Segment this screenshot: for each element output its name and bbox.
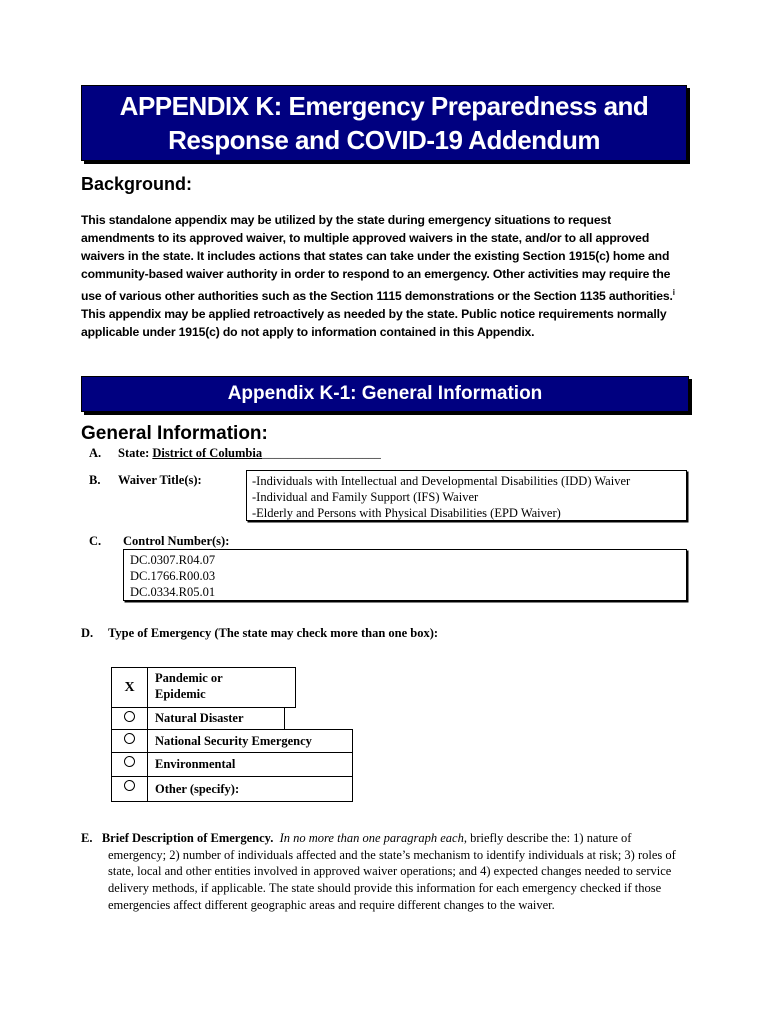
natural-disaster-radio[interactable] [111, 707, 148, 730]
environmental-label: Environmental [147, 752, 353, 777]
pandemic-label-line2: Epidemic [155, 687, 206, 701]
item-c-letter: C. [89, 534, 102, 548]
background-paragraph [81, 212, 681, 341]
title-line-1: APPENDIX K: Emergency Preparedness and [119, 91, 649, 121]
control-number-2: DC.1766.R00.03 [130, 569, 216, 583]
radio-circle-icon [124, 780, 135, 791]
description-text: , briefly describe the: 1) nature of emergency; 2) number of individuals affected and the state’s mechanism to identify individuals at risk; 3) roles of state, local and other entities involved in approved waiver operations; and 4) expected changes needed to service delivery methods, if applicable. The state should provide this information for each emergency checked if those emergencies affect different geographic areas and require different changes to the waiver. [108, 831, 676, 912]
waiver-title-label: Waiver Title(s): [118, 473, 202, 487]
environmental-radio[interactable] [111, 752, 148, 777]
control-number-1: DC.0307.R04.07 [130, 553, 216, 567]
other-specify-label: Other (specify): [147, 776, 353, 802]
background-text-part1: This standalone appendix may be utilized by the state during emergency situations to request amendments to its approved waiver, to multiple approved waivers in the state, and/or to all approved waivers in the state. It includes actions that states can take under the existing Section 1915(c) home and community-based waiver authority in order to respond to an emergency. Other activities may require the use of various other authorities such as the Section 1115 demonstrations or the Section 1135 authorities. [81, 213, 673, 303]
footnote-mark: i [672, 287, 675, 297]
general-information-heading: General Information: [81, 423, 268, 444]
control-numbers-box [123, 549, 687, 601]
k1-banner-title: Appendix K-1: General Information [227, 383, 543, 404]
item-d-letter: D. [81, 626, 94, 640]
radio-circle-icon [124, 733, 135, 744]
other-radio[interactable] [111, 776, 148, 802]
emergency-description-section [81, 830, 691, 914]
radio-circle-icon [124, 711, 135, 722]
item-b-letter: B. [89, 473, 101, 487]
national-security-radio[interactable] [111, 729, 148, 753]
description-italic: In no more than one paragraph each [279, 831, 464, 845]
state-field [118, 446, 381, 461]
control-number-3: DC.0334.R05.01 [130, 585, 216, 599]
pandemic-option [147, 667, 296, 708]
natural-disaster-label: Natural Disaster [147, 707, 285, 730]
description-heading: Brief Description of Emergency. [101, 831, 274, 845]
item-e-letter: E. [81, 831, 93, 845]
waiver-title-3: -Elderly and Persons with Physical Disabilities (EPD Waiver) [252, 506, 561, 520]
state-value: District of Columbia [152, 446, 263, 460]
appendix-title-banner [81, 85, 687, 161]
waiver-title-2: -Individual and Family Support (IFS) Waiver [252, 490, 479, 504]
pandemic-checkbox[interactable]: X [111, 667, 148, 708]
state-label: State: [118, 446, 150, 460]
national-security-label: National Security Emergency [147, 729, 353, 753]
title-line-2: Response and COVID-19 Addendum [168, 125, 600, 155]
control-number-label: Control Number(s): [123, 534, 230, 548]
pandemic-label-line1: Pandemic or [155, 671, 223, 685]
radio-circle-icon [124, 756, 135, 767]
emergency-type-label: Type of Emergency (The state may check more than one box): [108, 626, 439, 640]
waiver-title-1: -Individuals with Intellectual and Developmental Disabilities (IDD) Waiver [252, 474, 631, 488]
k1-section-banner [81, 376, 689, 412]
item-a-letter: A. [89, 446, 102, 460]
background-text-part2: This appendix may be applied retroactively as needed by the state. Public notice requirements normally applicable under 1915(c) do not apply to information contained in this Appendix. [81, 306, 667, 339]
state-fill-line: ___________________ [262, 446, 381, 460]
background-heading: Background: [81, 174, 193, 194]
waiver-titles-box [246, 470, 687, 521]
